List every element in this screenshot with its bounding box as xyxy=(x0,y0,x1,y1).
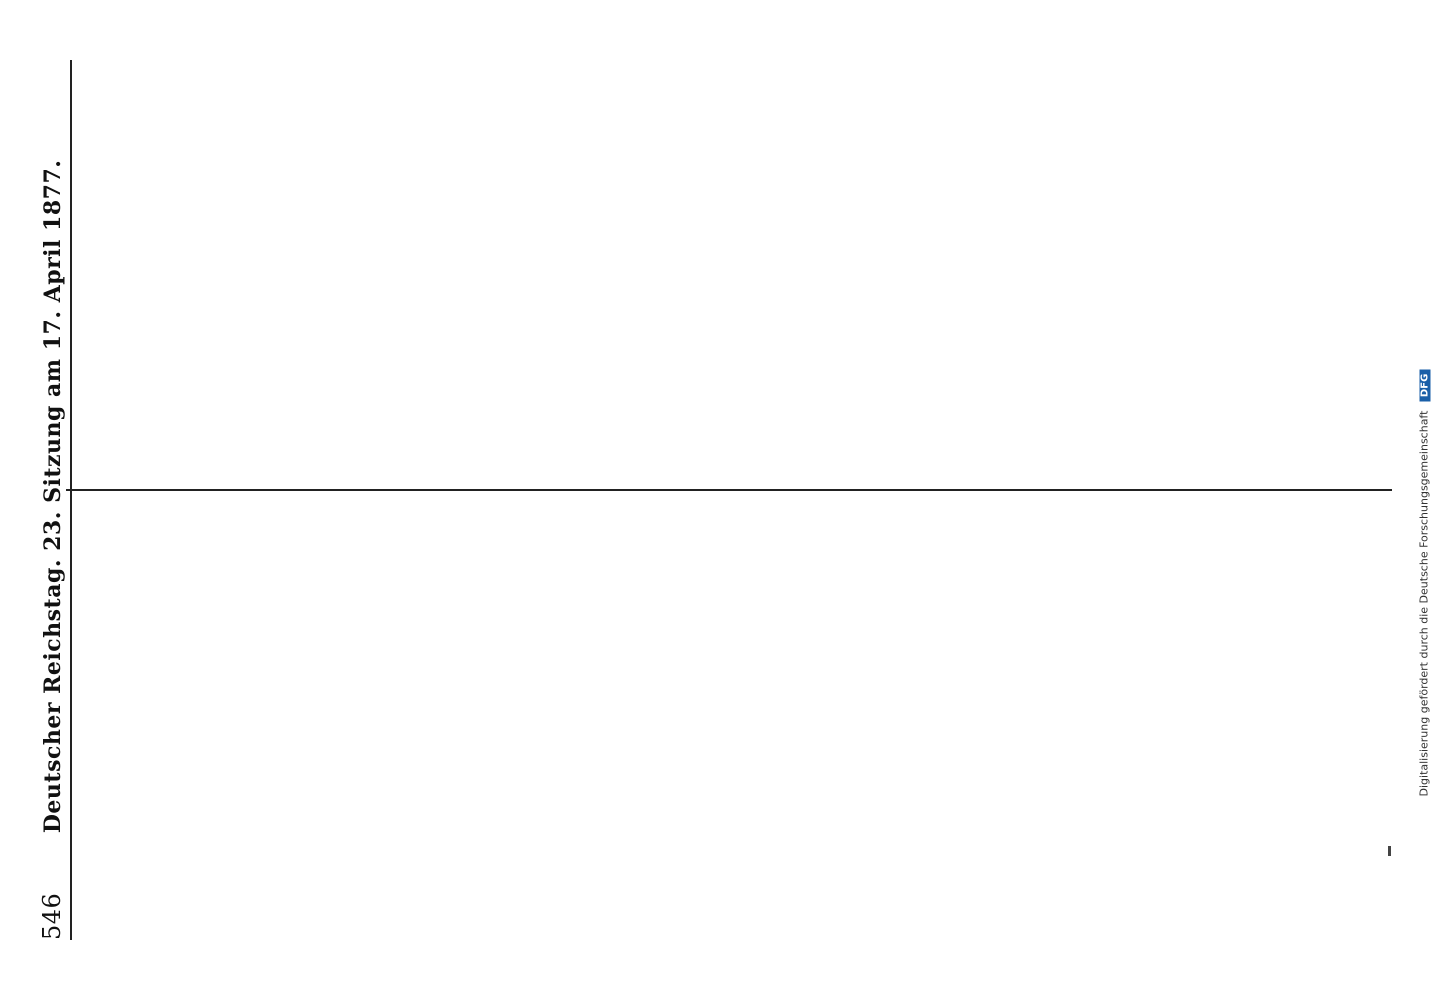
page-header-title: Deutscher Reichstag. 23. Sitzung am 17. April 1877. xyxy=(40,159,66,834)
dfg-logo-badge: DFG xyxy=(1420,370,1431,401)
left-column xyxy=(82,491,1392,940)
digitization-watermark xyxy=(1404,40,1431,800)
page-number: 546 xyxy=(38,892,66,940)
text-columns xyxy=(82,40,1392,940)
column-divider xyxy=(66,489,1392,491)
right-column xyxy=(82,40,1392,489)
running-head xyxy=(32,60,72,940)
scan-artifact-mark xyxy=(1388,846,1391,856)
scan-margin xyxy=(0,0,30,1000)
watermark-text: Digitalisierung gefördert durch die Deutsche Forschungsgemeinschaft xyxy=(1417,410,1431,797)
